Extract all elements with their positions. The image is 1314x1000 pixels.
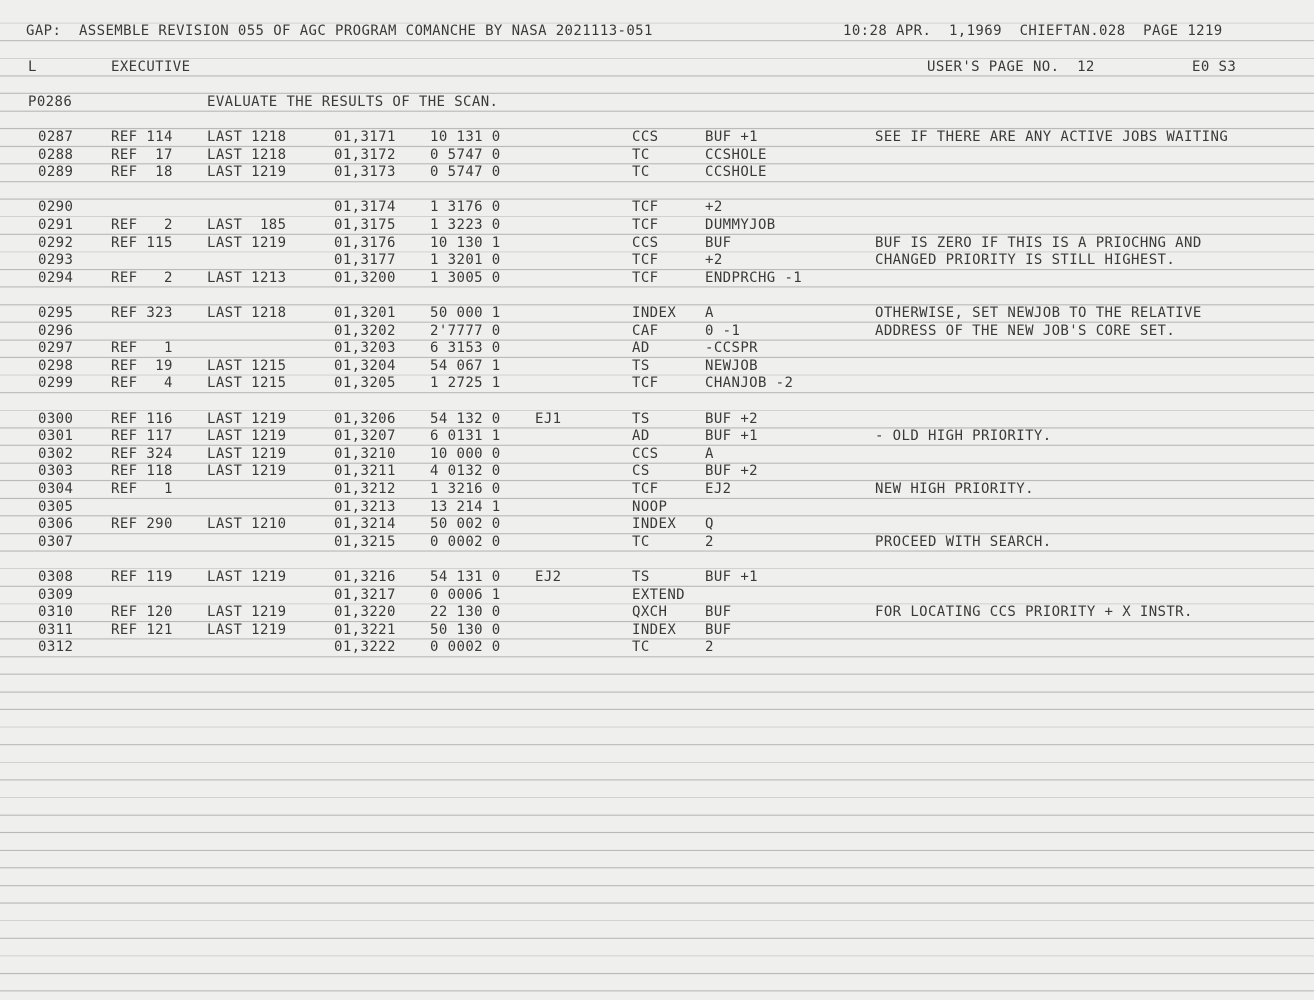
last-ref: LAST 1210 <box>207 516 287 533</box>
opcode: TC <box>632 164 650 181</box>
opcode: AD <box>632 428 650 445</box>
header-assembly-info: GAP: ASSEMBLE REVISION 055 OF AGC PROGRAM COMANCHE BY NASA 2021113-051 <box>26 23 653 39</box>
line-number: 0310 <box>38 604 74 621</box>
line-number: 0296 <box>38 322 74 339</box>
ref-count: REF 19 <box>111 357 173 374</box>
last-ref: LAST 1218 <box>207 146 287 163</box>
operand: -CCSPR <box>705 340 758 357</box>
octal-word: 1 3176 0 <box>430 199 501 216</box>
operand: BUF +1 <box>705 428 758 445</box>
line-number: 0309 <box>38 586 74 603</box>
comment: ADDRESS OF THE NEW JOB'S CORE SET. <box>875 322 1176 339</box>
line-number: 0294 <box>38 269 74 286</box>
users-page-number: USER'S PAGE NO. 12 <box>927 59 1095 75</box>
line-number: 0305 <box>38 498 74 515</box>
comment: - OLD HIGH PRIORITY. <box>875 428 1052 445</box>
ref-count: REF 2 <box>111 269 173 286</box>
opcode: EXTEND <box>632 586 685 603</box>
operand: BUF +2 <box>705 410 758 427</box>
eo-code: E0 S3 <box>1192 59 1237 75</box>
opcode: INDEX <box>632 516 677 533</box>
ref-count: REF 118 <box>111 463 173 480</box>
memory-address: 01,3211 <box>334 463 396 480</box>
octal-word: 50 002 0 <box>430 516 501 533</box>
operand: CCSHOLE <box>705 146 767 163</box>
octal-word: 1 3005 0 <box>430 269 501 286</box>
operand: BUF <box>705 621 732 638</box>
ref-count: REF 1 <box>111 340 173 357</box>
comment: FOR LOCATING CCS PRIORITY + X INSTR. <box>875 604 1193 621</box>
memory-address: 01,3205 <box>334 375 396 392</box>
operand: Q <box>705 516 714 533</box>
line-number: 0297 <box>38 340 74 357</box>
memory-address: 01,3173 <box>334 164 396 181</box>
line-number: 0290 <box>38 199 74 216</box>
ref-count: REF 117 <box>111 428 173 445</box>
octal-word: 4 0132 0 <box>430 463 501 480</box>
comment: NEW HIGH PRIORITY. <box>875 481 1034 497</box>
operand: DUMMYJOB <box>705 217 776 233</box>
memory-address: 01,3217 <box>334 586 396 603</box>
ref-count: REF 120 <box>111 604 173 621</box>
ref-count: REF 115 <box>111 234 173 251</box>
line-number: 0308 <box>38 569 74 585</box>
line-number: 0304 <box>38 481 74 497</box>
octal-word: 0 5747 0 <box>430 146 501 163</box>
line-number: 0292 <box>38 234 74 251</box>
last-ref: LAST 1219 <box>207 410 287 427</box>
operand: +2 <box>705 252 723 269</box>
memory-address: 01,3176 <box>334 234 396 251</box>
ref-count: REF 1 <box>111 481 173 497</box>
line-number: 0291 <box>38 217 74 233</box>
memory-address: 01,3216 <box>334 569 396 585</box>
ref-count: REF 324 <box>111 445 173 462</box>
memory-address: 01,3174 <box>334 199 396 216</box>
octal-word: 1 2725 1 <box>430 375 501 392</box>
subheader-code: L <box>28 59 37 75</box>
last-ref: LAST 1218 <box>207 305 287 321</box>
last-ref: LAST 185 <box>207 217 287 233</box>
operand: BUF +2 <box>705 463 758 480</box>
operand: CHANJOB -2 <box>705 375 794 392</box>
ref-count: REF 116 <box>111 410 173 427</box>
operand: BUF <box>705 604 732 621</box>
memory-address: 01,3175 <box>334 217 396 233</box>
operand: 0 -1 <box>705 322 741 339</box>
line-number: 0311 <box>38 621 74 638</box>
line-number: 0295 <box>38 305 74 321</box>
operand: +2 <box>705 199 723 216</box>
opcode: CCS <box>632 234 659 251</box>
last-ref: LAST 1219 <box>207 569 287 585</box>
last-ref: LAST 1219 <box>207 463 287 480</box>
memory-address: 01,3177 <box>334 252 396 269</box>
octal-word: 0 0006 1 <box>430 586 501 603</box>
line-number: 0306 <box>38 516 74 533</box>
opcode: TS <box>632 410 650 427</box>
opcode: TCF <box>632 252 659 269</box>
memory-address: 01,3212 <box>334 481 396 497</box>
octal-word: 0 0002 0 <box>430 533 501 550</box>
operand: A <box>705 445 714 462</box>
octal-word: 10 130 1 <box>430 234 501 251</box>
memory-address: 01,3202 <box>334 322 396 339</box>
memory-address: 01,3201 <box>334 305 396 321</box>
opcode: CS <box>632 463 650 480</box>
octal-word: 50 130 0 <box>430 621 501 638</box>
octal-word: 54 132 0 <box>430 410 501 427</box>
octal-word: 2'7777 0 <box>430 322 501 339</box>
memory-address: 01,3222 <box>334 639 396 656</box>
ref-count: REF 119 <box>111 569 173 585</box>
comment: OTHERWISE, SET NEWJOB TO THE RELATIVE <box>875 305 1202 321</box>
operand: A <box>705 305 714 321</box>
ref-count: REF 4 <box>111 375 173 392</box>
operand: BUF +1 <box>705 569 758 585</box>
operand: EJ2 <box>705 481 732 497</box>
last-ref: LAST 1219 <box>207 428 287 445</box>
last-ref: LAST 1219 <box>207 164 287 181</box>
last-ref: LAST 1219 <box>207 604 287 621</box>
ref-count: REF 290 <box>111 516 173 533</box>
ref-count: REF 17 <box>111 146 173 163</box>
ref-count: REF 2 <box>111 217 173 233</box>
opcode: TCF <box>632 269 659 286</box>
octal-word: 10 131 0 <box>430 129 501 145</box>
opcode: TC <box>632 533 650 550</box>
octal-word: 50 000 1 <box>430 305 501 321</box>
octal-word: 54 131 0 <box>430 569 501 585</box>
memory-address: 01,3206 <box>334 410 396 427</box>
operand: NEWJOB <box>705 357 758 374</box>
opcode: CAF <box>632 322 659 339</box>
memory-address: 01,3172 <box>334 146 396 163</box>
comment: SEE IF THERE ARE ANY ACTIVE JOBS WAITING <box>875 129 1229 145</box>
opcode: INDEX <box>632 621 677 638</box>
opcode: TCF <box>632 375 659 392</box>
line-number: 0289 <box>38 164 74 181</box>
label-tag: EJ1 <box>535 410 562 427</box>
opcode: QXCH <box>632 604 668 621</box>
header-date-page: 10:28 APR. 1,1969 CHIEFTAN.028 PAGE 1219 <box>843 23 1223 39</box>
ref-count: REF 18 <box>111 164 173 181</box>
last-ref: LAST 1219 <box>207 445 287 462</box>
opcode: TCF <box>632 481 659 497</box>
comment: BUF IS ZERO IF THIS IS A PRIOCHNG AND <box>875 234 1202 251</box>
memory-address: 01,3220 <box>334 604 396 621</box>
line-number: 0301 <box>38 428 74 445</box>
last-ref: LAST 1219 <box>207 234 287 251</box>
opcode: TC <box>632 146 650 163</box>
octal-word: 54 067 1 <box>430 357 501 374</box>
line-number: 0302 <box>38 445 74 462</box>
memory-address: 01,3215 <box>334 533 396 550</box>
operand: BUF +1 <box>705 129 758 145</box>
opcode: TS <box>632 569 650 585</box>
memory-address: 01,3171 <box>334 129 396 145</box>
octal-word: 10 000 0 <box>430 445 501 462</box>
octal-word: 13 214 1 <box>430 498 501 515</box>
comment: CHANGED PRIORITY IS STILL HIGHEST. <box>875 252 1176 269</box>
line-number: 0288 <box>38 146 74 163</box>
ref-count: REF 114 <box>111 129 173 145</box>
line-number: 0303 <box>38 463 74 480</box>
opcode: TCF <box>632 199 659 216</box>
ref-count: REF 323 <box>111 305 173 321</box>
line-number: 0300 <box>38 410 74 427</box>
octal-word: 1 3201 0 <box>430 252 501 269</box>
octal-word: 6 0131 1 <box>430 428 501 445</box>
line-number: 0307 <box>38 533 74 550</box>
opcode: TS <box>632 357 650 374</box>
last-ref: LAST 1215 <box>207 375 287 392</box>
memory-address: 01,3214 <box>334 516 396 533</box>
memory-address: 01,3200 <box>334 269 396 286</box>
line-number: 0312 <box>38 639 74 656</box>
memory-address: 01,3210 <box>334 445 396 462</box>
memory-address: 01,3203 <box>334 340 396 357</box>
operand: CCSHOLE <box>705 164 767 181</box>
opcode: AD <box>632 340 650 357</box>
octal-word: 6 3153 0 <box>430 340 501 357</box>
subheader-line <box>0 58 1237 76</box>
opcode: CCS <box>632 129 659 145</box>
opcode: NOOP <box>632 498 668 515</box>
last-ref: LAST 1215 <box>207 357 287 374</box>
operand: 2 <box>705 533 714 550</box>
section-name: EXECUTIVE <box>111 59 191 75</box>
octal-word: 0 5747 0 <box>430 164 501 181</box>
line-number: 0299 <box>38 375 74 392</box>
opcode: CCS <box>632 445 659 462</box>
memory-address: 01,3204 <box>334 357 396 374</box>
label-tag: EJ2 <box>535 569 562 585</box>
header-line <box>0 22 1223 40</box>
octal-word: 1 3216 0 <box>430 481 501 497</box>
opcode: TCF <box>632 217 659 233</box>
operand: BUF <box>705 234 732 251</box>
line-number: 0298 <box>38 357 74 374</box>
last-ref: LAST 1219 <box>207 621 287 638</box>
title-line-label: P0286 <box>28 94 73 110</box>
title-line-text: EVALUATE THE RESULTS OF THE SCAN. <box>207 94 499 110</box>
octal-word: 0 0002 0 <box>430 639 501 656</box>
opcode: TC <box>632 639 650 656</box>
last-ref: LAST 1218 <box>207 129 287 145</box>
last-ref: LAST 1213 <box>207 269 287 286</box>
memory-address: 01,3207 <box>334 428 396 445</box>
operand: ENDPRCHG -1 <box>705 269 803 286</box>
operand: 2 <box>705 639 714 656</box>
octal-word: 22 130 0 <box>430 604 501 621</box>
title-line <box>0 93 499 111</box>
ref-count: REF 121 <box>111 621 173 638</box>
memory-address: 01,3221 <box>334 621 396 638</box>
octal-word: 1 3223 0 <box>430 217 501 233</box>
opcode: INDEX <box>632 305 677 321</box>
line-number: 0293 <box>38 252 74 269</box>
memory-address: 01,3213 <box>334 498 396 515</box>
line-number: 0287 <box>38 129 74 145</box>
comment: PROCEED WITH SEARCH. <box>875 533 1052 550</box>
